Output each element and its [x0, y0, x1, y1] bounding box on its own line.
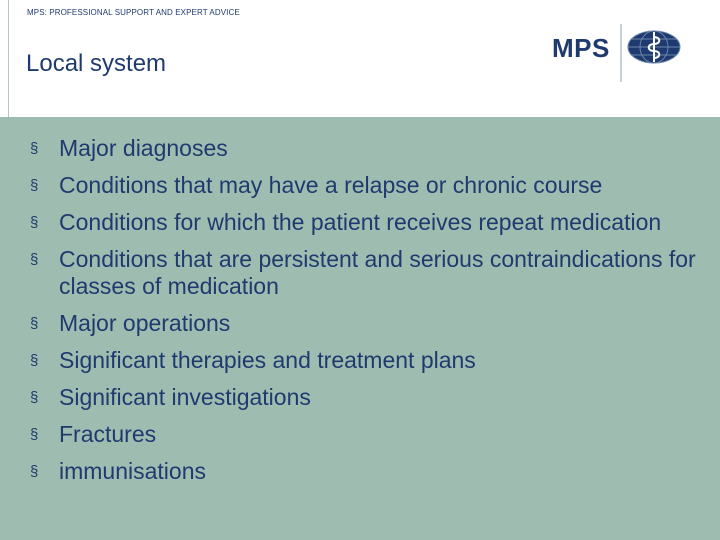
bullet-text: Conditions for which the patient receives repeat medication: [59, 209, 662, 235]
bullet-icon: §: [30, 389, 39, 406]
bullet-icon: §: [30, 352, 39, 369]
header-tagline: MPS: PROFESSIONAL SUPPORT AND EXPERT ADVICE: [27, 8, 240, 17]
bullet-text: Fractures: [59, 421, 157, 447]
slide-title: Local system: [26, 50, 167, 77]
globe-icon: [626, 27, 682, 67]
bullet-icon: §: [30, 140, 39, 157]
left-divider-line: [8, 0, 9, 118]
bullet-text: Conditions that may have a relapse or chronic course: [59, 172, 603, 198]
bullet-text: Significant therapies and treatment plans: [59, 347, 476, 373]
list-item: [30, 458, 710, 485]
bullet-text: Major operations: [59, 310, 231, 336]
bullet-icon: §: [30, 463, 39, 480]
bullet-text: Conditions that are persistent and serious contraindications for classes of medication: [59, 246, 696, 299]
list-item: [30, 209, 710, 236]
list-item: [30, 135, 710, 162]
list-item: [30, 310, 710, 337]
list-item: [30, 347, 710, 374]
list-item: [30, 246, 710, 300]
bullet-text: Major diagnoses: [59, 135, 228, 161]
content-panel: [0, 117, 720, 540]
bullet-icon: §: [30, 251, 39, 268]
bullet-icon: §: [30, 426, 39, 443]
mps-logo: [552, 24, 682, 82]
logo-separator: [620, 24, 622, 82]
logo-wordmark: MPS: [552, 33, 610, 63]
bullet-list: [30, 135, 710, 495]
bullet-icon: §: [30, 177, 39, 194]
list-item: [30, 384, 710, 411]
list-item: [30, 172, 710, 199]
list-item: [30, 421, 710, 448]
bullet-icon: §: [30, 315, 39, 332]
bullet-text: Significant investigations: [59, 384, 311, 410]
bullet-icon: §: [30, 214, 39, 231]
bullet-text: immunisations: [59, 458, 206, 484]
